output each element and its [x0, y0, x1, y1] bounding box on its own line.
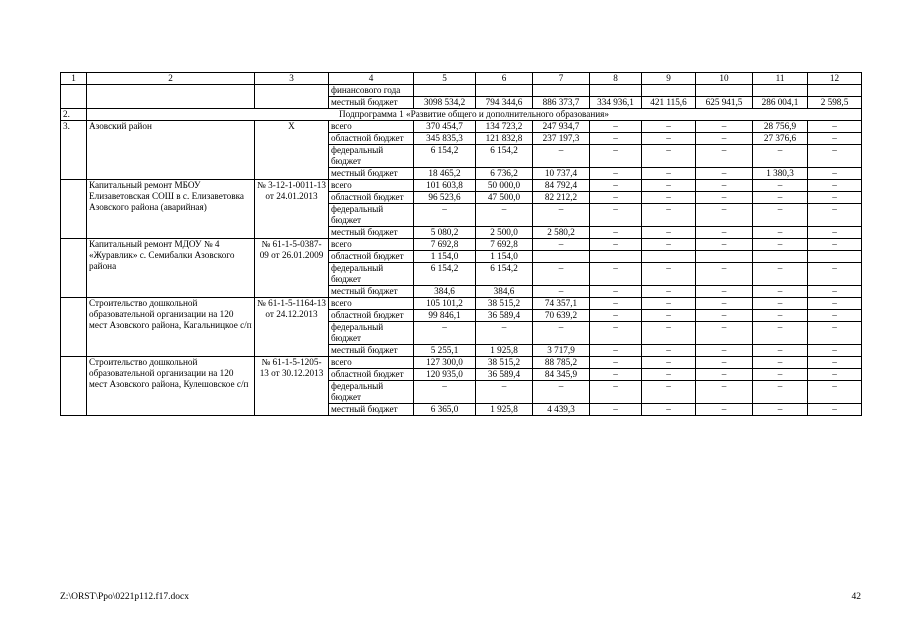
value-cell: –: [476, 381, 533, 404]
value-cell: –: [696, 322, 753, 345]
value-cell: 99 846,1: [414, 310, 476, 322]
value-cell: –: [808, 204, 862, 227]
value-cell: –: [533, 204, 590, 227]
value-cell: –: [696, 121, 753, 133]
value-cell: –: [533, 145, 590, 168]
budget-source: федеральный бюджет: [329, 381, 414, 404]
value-cell: 6 154,2: [476, 263, 533, 286]
table-row: [61, 180, 862, 192]
value-cell: –: [590, 263, 642, 286]
value-cell: –: [808, 369, 862, 381]
value-cell: 7 692,8: [476, 239, 533, 251]
value-cell: 82 212,2: [533, 192, 590, 204]
value-cell: 345 835,3: [414, 133, 476, 145]
value-cell: –: [696, 168, 753, 180]
budget-source: местный бюджет: [329, 345, 414, 357]
budget-source: местный бюджет: [329, 227, 414, 239]
value-cell: 18 465,2: [414, 168, 476, 180]
table-row: [61, 298, 862, 310]
value-cell: [808, 251, 862, 263]
value-cell: –: [414, 204, 476, 227]
value-cell: –: [808, 145, 862, 168]
value-cell: 3098 534,2: [414, 97, 476, 109]
value-cell: 3 717,9: [533, 345, 590, 357]
value-cell: –: [642, 204, 696, 227]
cell-name: [87, 85, 255, 109]
value-cell: 36 589,4: [476, 369, 533, 381]
value-cell: –: [642, 322, 696, 345]
value-cell: –: [533, 239, 590, 251]
value-cell: –: [533, 263, 590, 286]
value-cell: 4 439,3: [533, 404, 590, 416]
value-cell: 101 603,8: [414, 180, 476, 192]
table-row: [61, 121, 862, 133]
value-cell: 6 736,2: [476, 168, 533, 180]
value-cell: –: [533, 286, 590, 298]
value-cell: –: [696, 298, 753, 310]
row-number: [61, 239, 87, 298]
value-cell: 1 925,8: [476, 404, 533, 416]
value-cell: –: [753, 192, 808, 204]
object-name: Строительство дошкольной образовательной организации на 120 мест Азовского района, Кагальницкое с/п: [87, 298, 255, 357]
value-cell: 10 737,4: [533, 168, 590, 180]
value-cell: [642, 251, 696, 263]
budget-source: всего: [329, 357, 414, 369]
value-cell: 47 500,0: [476, 192, 533, 204]
budget-source: федеральный бюджет: [329, 322, 414, 345]
value-cell: –: [642, 227, 696, 239]
budget-source: федеральный бюджет: [329, 204, 414, 227]
value-cell: –: [590, 204, 642, 227]
value-cell: 50 000,0: [476, 180, 533, 192]
value-cell: [753, 251, 808, 263]
document-ref: № 61-1-5-0387-09 от 26.01.2009: [255, 239, 329, 298]
value-cell: 886 373,7: [533, 97, 590, 109]
column-header: 4: [329, 73, 414, 85]
cell-num: [61, 85, 87, 109]
value-cell: –: [642, 192, 696, 204]
budget-source: местный бюджет: [329, 168, 414, 180]
value-cell: 134 723,2: [476, 121, 533, 133]
value-cell: [533, 85, 590, 97]
value-cell: 1 154,0: [476, 251, 533, 263]
value-cell: –: [808, 322, 862, 345]
value-cell: 6 365,0: [414, 404, 476, 416]
value-cell: –: [696, 310, 753, 322]
value-cell: –: [414, 322, 476, 345]
value-cell: –: [590, 310, 642, 322]
value-cell: –: [696, 145, 753, 168]
value-cell: 370 454,7: [414, 121, 476, 133]
value-cell: 794 344,6: [476, 97, 533, 109]
value-cell: –: [590, 286, 642, 298]
value-cell: 2 500,0: [476, 227, 533, 239]
value-cell: –: [808, 286, 862, 298]
value-cell: 120 935,0: [414, 369, 476, 381]
value-cell: 28 756,9: [753, 121, 808, 133]
budget-source: всего: [329, 121, 414, 133]
value-cell: –: [533, 322, 590, 345]
document-ref: Х: [255, 121, 329, 180]
value-cell: 5 080,2: [414, 227, 476, 239]
value-cell: –: [808, 345, 862, 357]
value-cell: –: [808, 168, 862, 180]
value-cell: –: [476, 204, 533, 227]
table-row: [61, 357, 862, 369]
value-cell: –: [642, 263, 696, 286]
value-cell: –: [590, 239, 642, 251]
table-row: [61, 85, 862, 97]
column-header: 8: [590, 73, 642, 85]
column-header: 5: [414, 73, 476, 85]
value-cell: –: [753, 204, 808, 227]
section-title: Подпрограмма 1 «Развитие общего и дополнительного образования»: [87, 109, 862, 121]
value-cell: –: [590, 369, 642, 381]
section-row: [61, 109, 862, 121]
value-cell: –: [753, 298, 808, 310]
value-cell: –: [808, 227, 862, 239]
value-cell: –: [808, 381, 862, 404]
budget-source: областной бюджет: [329, 192, 414, 204]
value-cell: 88 785,2: [533, 357, 590, 369]
value-cell: –: [476, 322, 533, 345]
value-cell: –: [590, 298, 642, 310]
value-cell: 36 589,4: [476, 310, 533, 322]
value-cell: 237 197,3: [533, 133, 590, 145]
cell-doc: [255, 85, 329, 109]
value-cell: –: [808, 357, 862, 369]
budget-source: финансового года: [329, 85, 414, 97]
value-cell: –: [753, 180, 808, 192]
value-cell: –: [642, 286, 696, 298]
value-cell: –: [414, 381, 476, 404]
value-cell: [696, 85, 753, 97]
file-path: Z:\ORST\Ppo\0221p112.f17.docx: [60, 592, 189, 602]
value-cell: –: [753, 145, 808, 168]
value-cell: –: [642, 310, 696, 322]
value-cell: –: [642, 133, 696, 145]
value-cell: –: [696, 180, 753, 192]
budget-source: федеральный бюджет: [329, 145, 414, 168]
value-cell: 6 154,2: [414, 263, 476, 286]
value-cell: –: [696, 239, 753, 251]
value-cell: –: [808, 310, 862, 322]
value-cell: –: [696, 357, 753, 369]
value-cell: –: [642, 381, 696, 404]
value-cell: –: [808, 121, 862, 133]
budget-source: всего: [329, 298, 414, 310]
column-header: 12: [808, 73, 862, 85]
value-cell: –: [642, 369, 696, 381]
value-cell: 38 515,2: [476, 357, 533, 369]
document-ref: № 3-12-1-0011-13 от 24.01.2013: [255, 180, 329, 239]
row-number: [61, 298, 87, 357]
value-cell: –: [753, 345, 808, 357]
value-cell: –: [808, 298, 862, 310]
value-cell: –: [808, 239, 862, 251]
value-cell: 247 934,7: [533, 121, 590, 133]
budget-source: областной бюджет: [329, 369, 414, 381]
value-cell: –: [696, 227, 753, 239]
value-cell: –: [753, 239, 808, 251]
value-cell: 286 004,1: [753, 97, 808, 109]
value-cell: 2 580,2: [533, 227, 590, 239]
value-cell: –: [753, 381, 808, 404]
value-cell: –: [642, 180, 696, 192]
value-cell: [642, 85, 696, 97]
value-cell: –: [753, 310, 808, 322]
value-cell: 121 832,8: [476, 133, 533, 145]
value-cell: [476, 85, 533, 97]
section-number: 2.: [61, 109, 87, 121]
value-cell: –: [696, 381, 753, 404]
value-cell: –: [590, 381, 642, 404]
value-cell: 2 598,5: [808, 97, 862, 109]
value-cell: 384,6: [414, 286, 476, 298]
document-ref: № 61-1-5-1164-13 от 24.12.2013: [255, 298, 329, 357]
column-header: 2: [87, 73, 255, 85]
value-cell: –: [590, 345, 642, 357]
value-cell: –: [642, 345, 696, 357]
value-cell: –: [696, 286, 753, 298]
value-cell: 127 300,0: [414, 357, 476, 369]
value-cell: 96 523,6: [414, 192, 476, 204]
value-cell: [808, 85, 862, 97]
value-cell: [533, 251, 590, 263]
value-cell: –: [808, 192, 862, 204]
value-cell: [753, 85, 808, 97]
column-header: 3: [255, 73, 329, 85]
value-cell: –: [808, 404, 862, 416]
value-cell: 1 380,3: [753, 168, 808, 180]
budget-source: федеральный бюджет: [329, 263, 414, 286]
value-cell: –: [808, 180, 862, 192]
table-row: [61, 239, 862, 251]
value-cell: –: [642, 357, 696, 369]
object-name: Капитальный ремонт МБОУ Елизаветовская СОШ в с. Елизаветовка Азовского района (аварийная): [87, 180, 255, 239]
value-cell: –: [590, 192, 642, 204]
value-cell: –: [590, 168, 642, 180]
value-cell: –: [590, 357, 642, 369]
value-cell: –: [696, 263, 753, 286]
value-cell: 625 941,5: [696, 97, 753, 109]
value-cell: –: [590, 404, 642, 416]
value-cell: 7 692,8: [414, 239, 476, 251]
value-cell: –: [642, 404, 696, 416]
value-cell: –: [753, 286, 808, 298]
column-header: 1: [61, 73, 87, 85]
column-header: 6: [476, 73, 533, 85]
value-cell: –: [808, 263, 862, 286]
column-number-row: [61, 73, 862, 85]
value-cell: [696, 251, 753, 263]
budget-source: местный бюджет: [329, 404, 414, 416]
value-cell: –: [533, 381, 590, 404]
row-number: [61, 357, 87, 416]
value-cell: –: [590, 180, 642, 192]
value-cell: –: [753, 404, 808, 416]
value-cell: 384,6: [476, 286, 533, 298]
budget-source: областной бюджет: [329, 310, 414, 322]
row-number: [61, 180, 87, 239]
value-cell: –: [753, 357, 808, 369]
value-cell: –: [590, 322, 642, 345]
value-cell: 38 515,2: [476, 298, 533, 310]
page-number: 42: [851, 592, 861, 602]
value-cell: 84 345,9: [533, 369, 590, 381]
value-cell: 5 255,1: [414, 345, 476, 357]
document-ref: № 61-1-5-1205-13 от 30.12.2013: [255, 357, 329, 416]
budget-table: [60, 72, 862, 416]
value-cell: 27 376,6: [753, 133, 808, 145]
column-header: 11: [753, 73, 808, 85]
value-cell: –: [642, 298, 696, 310]
value-cell: 6 154,2: [476, 145, 533, 168]
budget-source: областной бюджет: [329, 251, 414, 263]
value-cell: –: [642, 145, 696, 168]
budget-source: всего: [329, 239, 414, 251]
value-cell: –: [642, 121, 696, 133]
value-cell: –: [753, 227, 808, 239]
value-cell: [414, 85, 476, 97]
value-cell: –: [753, 369, 808, 381]
value-cell: 1 154,0: [414, 251, 476, 263]
value-cell: 421 115,6: [642, 97, 696, 109]
value-cell: –: [590, 121, 642, 133]
object-name: Строительство дошкольной образовательной организации на 120 мест Азовского района, Кулешовское с/п: [87, 357, 255, 416]
value-cell: –: [753, 322, 808, 345]
value-cell: 105 101,2: [414, 298, 476, 310]
value-cell: 1 925,8: [476, 345, 533, 357]
value-cell: [590, 251, 642, 263]
value-cell: –: [696, 369, 753, 381]
column-header: 10: [696, 73, 753, 85]
value-cell: –: [696, 133, 753, 145]
value-cell: –: [590, 133, 642, 145]
budget-source: местный бюджет: [329, 97, 414, 109]
value-cell: –: [696, 204, 753, 227]
budget-source: всего: [329, 180, 414, 192]
column-header: 7: [533, 73, 590, 85]
value-cell: –: [808, 133, 862, 145]
value-cell: –: [696, 192, 753, 204]
value-cell: 334 936,1: [590, 97, 642, 109]
object-name: Азовский район: [87, 121, 255, 180]
value-cell: –: [696, 404, 753, 416]
budget-source: областной бюджет: [329, 133, 414, 145]
value-cell: –: [590, 145, 642, 168]
row-number: 3.: [61, 121, 87, 180]
column-header: 9: [642, 73, 696, 85]
value-cell: 84 792,4: [533, 180, 590, 192]
value-cell: –: [642, 168, 696, 180]
value-cell: –: [696, 345, 753, 357]
value-cell: [590, 85, 642, 97]
value-cell: –: [753, 263, 808, 286]
table-body: [61, 73, 862, 416]
value-cell: 74 357,1: [533, 298, 590, 310]
value-cell: 6 154,2: [414, 145, 476, 168]
value-cell: –: [642, 239, 696, 251]
budget-source: местный бюджет: [329, 286, 414, 298]
value-cell: 70 639,2: [533, 310, 590, 322]
object-name: Капитальный ремонт МДОУ № 4 «Журавлик» с. Семибалки Азовского района: [87, 239, 255, 298]
value-cell: –: [590, 227, 642, 239]
